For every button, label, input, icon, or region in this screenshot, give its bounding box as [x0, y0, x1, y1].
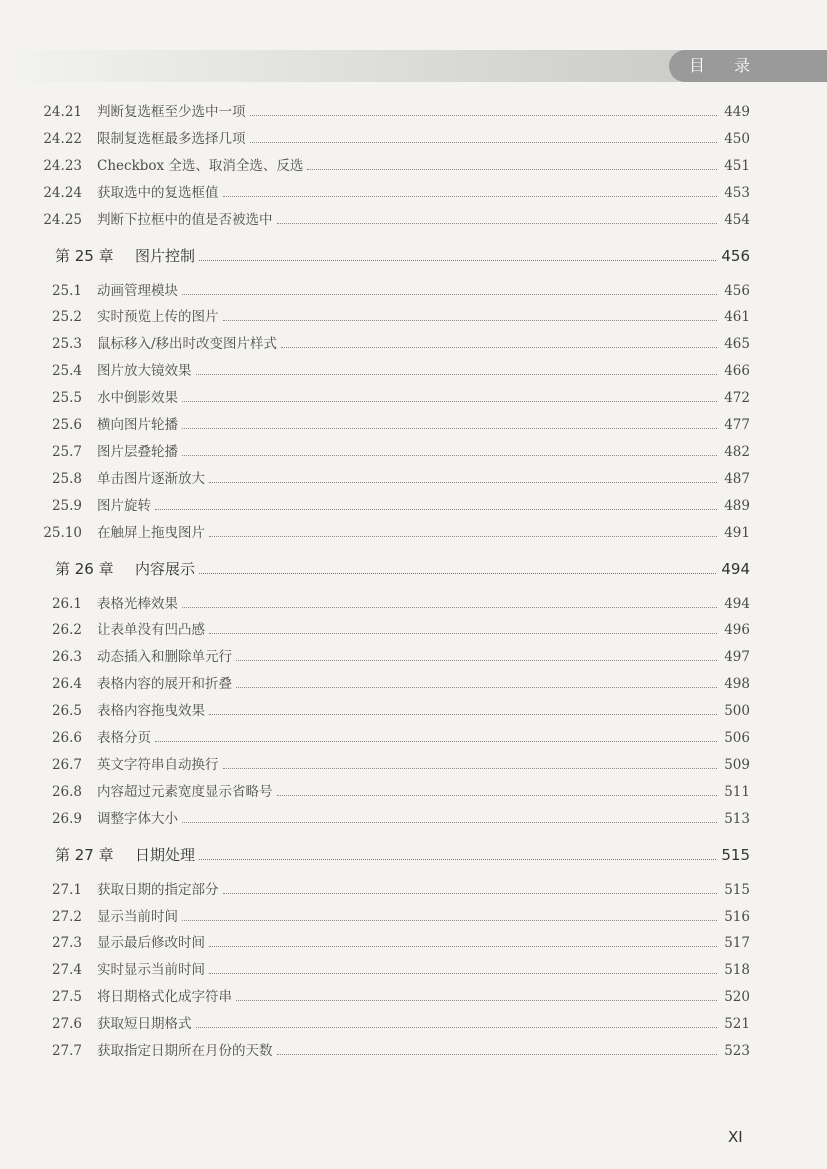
toc-entry-number: 26.9 [51, 810, 82, 827]
toc-section-row[interactable] [0, 413, 827, 435]
header-tab-label: 目 录 [669, 50, 827, 82]
toc-leader-dots [209, 536, 717, 537]
toc-section-row[interactable] [0, 1012, 827, 1034]
toc-entry-number: 27.4 [51, 962, 82, 979]
toc-entry-page: 456 [724, 282, 750, 299]
toc-leader-dots [196, 1027, 718, 1028]
toc-leader-dots [182, 455, 717, 456]
toc-entry-number: 第 26 章 [55, 559, 114, 578]
toc-leader-dots [209, 633, 717, 634]
toc-leader-dots [182, 607, 717, 608]
toc-leader-dots [182, 294, 717, 295]
toc-leader-dots [277, 223, 718, 224]
toc-entry-title: 让表单没有凹凸感 [97, 622, 205, 639]
toc-section-row[interactable] [0, 208, 827, 230]
toc-entry-number: 24.22 [43, 130, 82, 147]
toc-entry-page: 477 [724, 417, 750, 433]
toc-section-row[interactable] [0, 726, 827, 748]
toc-section-row[interactable] [0, 305, 827, 327]
toc-entry-number: 24.21 [43, 104, 82, 120]
page-folio: XI [728, 1128, 743, 1146]
toc-section-row[interactable] [0, 1039, 827, 1061]
toc-leader-dots [209, 946, 717, 947]
toc-leader-dots [277, 795, 718, 796]
toc-section-row[interactable] [0, 521, 827, 543]
toc-section-row[interactable] [0, 905, 827, 927]
toc-entry-page: 456 [721, 246, 750, 265]
toc-entry-title: 图片旋转 [97, 497, 151, 514]
toc-entry-title: 判断复选框至少选中一项 [97, 104, 246, 120]
toc-entry-page: 513 [724, 810, 750, 827]
toc-entry-page: 497 [724, 649, 750, 666]
toc-section-row[interactable] [0, 753, 827, 775]
toc-entry-title: 图片放大镜效果 [97, 363, 192, 380]
toc-entry-page: 515 [721, 845, 750, 864]
toc-leader-dots [155, 741, 717, 742]
toc-leader-dots [199, 573, 716, 574]
toc-entry-number: 25.7 [51, 443, 82, 460]
toc-leader-dots [236, 1000, 717, 1001]
toc-leader-dots [196, 374, 718, 375]
toc-entry-number: 第 25 章 [55, 246, 114, 265]
toc-entry-page: 461 [724, 309, 750, 326]
toc-section-row[interactable] [0, 154, 827, 176]
toc-entry-title: 表格内容拖曳效果 [97, 703, 205, 720]
toc-entry-page: 500 [724, 703, 750, 720]
toc-leader-dots [223, 320, 718, 321]
toc-entry-number: 26.6 [51, 730, 82, 746]
toc-leader-dots [155, 509, 717, 510]
toc-entry-page: 515 [724, 881, 750, 898]
toc-entry-title: 判断下拉框中的值是否被选中 [97, 211, 273, 228]
toc-entry-number: 25.4 [51, 363, 82, 380]
toc-leader-dots [281, 347, 717, 348]
toc-entry-number: 27.2 [51, 908, 82, 925]
toc-chapter-row[interactable] [0, 245, 827, 267]
toc-entry-title: 日期处理 [135, 845, 196, 864]
toc-section-row[interactable] [0, 440, 827, 462]
toc-entry-number: 26.1 [51, 595, 82, 612]
toc-entry-number: 24.25 [43, 211, 82, 228]
toc-leader-dots [307, 169, 717, 170]
toc-entry-page: 494 [721, 559, 750, 578]
toc-entry-page: 454 [724, 211, 750, 228]
toc-entry-number: 26.3 [51, 649, 82, 666]
toc-section-row[interactable] [0, 985, 827, 1007]
toc-entry-title: 表格光棒效果 [97, 595, 178, 612]
toc-leader-dots [182, 401, 717, 402]
toc-entry-title: 获取短日期格式 [97, 1016, 192, 1033]
toc-entry-page: 489 [724, 497, 750, 514]
toc-entry-number: 27.6 [51, 1016, 82, 1033]
header-band [18, 50, 827, 82]
toc-entry-title: 内容超过元素宽度显示省略号 [97, 783, 273, 800]
toc-entry-number: 27.5 [51, 989, 82, 1006]
toc-entry-page: 494 [724, 595, 750, 612]
toc-leader-dots [209, 714, 717, 715]
toc-entry-title: 显示当前时间 [97, 908, 178, 925]
toc-entry-title: 内容展示 [135, 559, 196, 578]
toc-entry-title: 实时显示当前时间 [97, 962, 205, 979]
toc-entry-page: 450 [724, 130, 750, 147]
toc-entry-title: 调整字体大小 [97, 810, 178, 827]
toc-leader-dots [223, 196, 718, 197]
toc-entry-title: 获取选中的复选框值 [97, 184, 219, 201]
toc-leader-dots [250, 115, 718, 116]
toc-leader-dots [182, 920, 717, 921]
toc-entry-title: 水中倒影效果 [97, 390, 178, 407]
toc-entry-page: 509 [724, 756, 750, 773]
toc-entry-number: 25.2 [51, 309, 82, 326]
toc-entry-page: 487 [724, 470, 750, 487]
toc-entry-page: 496 [724, 622, 750, 639]
toc-chapter-row[interactable] [0, 844, 827, 866]
toc-section-row[interactable] [0, 878, 827, 900]
toc-entry-title: 表格分页 [97, 730, 151, 746]
toc-entry-number: 27.3 [51, 935, 82, 952]
toc-section-row[interactable] [0, 359, 827, 381]
toc-leader-dots [236, 687, 717, 688]
toc-section-row[interactable] [0, 127, 827, 149]
toc-entry-title: 动态插入和删除单元行 [97, 649, 232, 666]
toc-entry-title: 图片层叠轮播 [97, 443, 178, 460]
toc-leader-dots [199, 859, 716, 860]
toc-leader-dots [277, 1054, 718, 1055]
toc-entry-page: 451 [724, 157, 750, 174]
toc-entry-title: 动画管理模块 [97, 282, 178, 299]
toc-entry-number: 26.7 [51, 756, 82, 773]
toc-entry-number: 26.5 [51, 703, 82, 720]
toc-entry-number: 25.8 [51, 470, 82, 487]
toc-entry-title: 横向图片轮播 [97, 417, 178, 433]
toc-entry-page: 466 [724, 363, 750, 380]
toc-entry-number: 26.8 [51, 783, 82, 800]
toc-leader-dots [209, 482, 717, 483]
toc-entry-title: 鼠标移入/移出时改变图片样式 [97, 336, 278, 353]
toc-section-row[interactable] [0, 645, 827, 667]
toc-leader-dots [182, 822, 717, 823]
toc-entry-page: 491 [724, 524, 750, 541]
toc-entry-page: 520 [724, 989, 750, 1006]
toc-section-row[interactable] [0, 279, 827, 301]
toc-entry-title: 表格内容的展开和折叠 [97, 676, 232, 693]
toc-entry-title: 将日期格式化成字符串 [97, 989, 232, 1006]
toc-entry-number: 27.7 [51, 1043, 82, 1059]
toc-entry-number: 26.2 [51, 622, 82, 639]
toc-entry-title: 获取指定日期所在月份的天数 [97, 1043, 273, 1059]
toc-section-row[interactable] [0, 386, 827, 408]
toc-entry-page: 521 [724, 1016, 750, 1033]
toc-entry-page: 511 [724, 783, 750, 800]
toc-entry-title: 在触屏上拖曳图片 [97, 524, 205, 541]
toc-entry-page: 472 [724, 390, 750, 407]
toc-entry-number: 25.6 [51, 417, 82, 433]
toc-entry-number: 第 27 章 [55, 845, 114, 864]
toc-entry-title: Checkbox 全选、取消全选、反选 [97, 157, 304, 174]
toc-leader-dots [223, 893, 718, 894]
toc-entry-title: 单击图片逐渐放大 [97, 470, 205, 487]
toc-section-row[interactable] [0, 618, 827, 640]
toc-section-row[interactable] [0, 672, 827, 694]
toc-leader-dots [236, 660, 717, 661]
toc-section-row[interactable] [0, 467, 827, 489]
toc-entry-page: 449 [724, 104, 750, 120]
toc-entry-number: 24.24 [43, 184, 82, 201]
toc-entry-page: 523 [724, 1043, 750, 1059]
toc-section-row[interactable] [0, 100, 827, 122]
toc-section-row[interactable] [0, 780, 827, 802]
toc-entry-page: 518 [724, 962, 750, 979]
toc-entry-number: 24.23 [43, 157, 82, 174]
toc-entry-title: 英文字符串自动换行 [97, 756, 219, 773]
toc-chapter-row[interactable] [0, 558, 827, 580]
toc-section-row[interactable] [0, 807, 827, 829]
toc-entry-number: 25.10 [43, 524, 82, 541]
toc-section-row[interactable] [0, 958, 827, 980]
toc-entry-number: 25.1 [51, 282, 82, 299]
toc-entry-title: 实时预览上传的图片 [97, 309, 219, 326]
toc-section-row[interactable] [0, 332, 827, 354]
toc-section-row[interactable] [0, 931, 827, 953]
toc-leader-dots [209, 973, 717, 974]
toc-entry-page: 482 [724, 443, 750, 460]
toc-leader-dots [250, 142, 718, 143]
toc-entry-page: 453 [724, 184, 750, 201]
toc-entry-page: 465 [724, 336, 750, 353]
toc-section-row[interactable] [0, 592, 827, 614]
toc-entry-title: 显示最后修改时间 [97, 935, 205, 952]
toc-leader-dots [223, 768, 718, 769]
toc-section-row[interactable] [0, 494, 827, 516]
toc-leader-dots [199, 260, 716, 261]
toc-entry-title: 限制复选框最多选择几项 [97, 130, 246, 147]
toc-section-row[interactable] [0, 181, 827, 203]
toc-entry-number: 25.3 [51, 336, 82, 353]
toc-leader-dots [182, 428, 717, 429]
toc-entry-number: 25.5 [51, 390, 82, 407]
toc-entry-title: 图片控制 [135, 246, 196, 265]
toc-entry-number: 27.1 [51, 881, 82, 898]
toc-entry-page: 498 [724, 676, 750, 693]
toc-entry-page: 517 [724, 935, 750, 952]
toc-entry-number: 26.4 [51, 676, 82, 693]
toc-entry-page: 506 [724, 730, 750, 746]
toc-entry-page: 516 [724, 908, 750, 925]
toc-section-row[interactable] [0, 699, 827, 721]
toc-entry-title: 获取日期的指定部分 [97, 881, 219, 898]
toc-entry-number: 25.9 [51, 497, 82, 514]
